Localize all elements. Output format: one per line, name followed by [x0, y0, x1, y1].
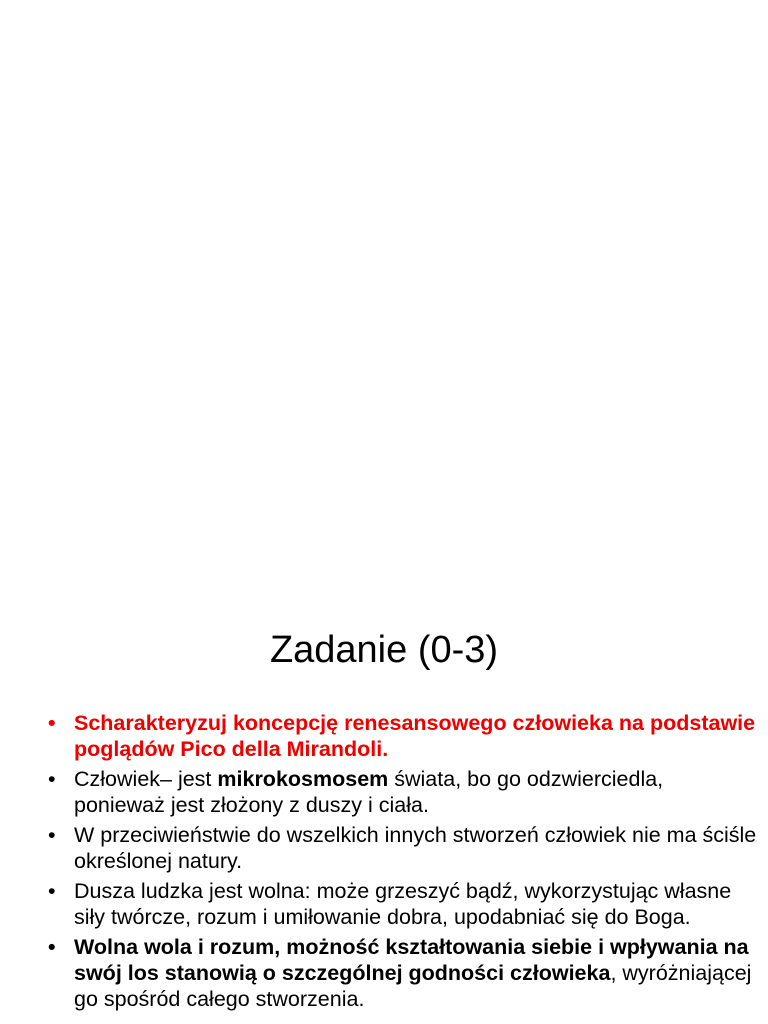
bullet-marker: •	[48, 711, 56, 735]
slide-title: Zadanie (0-3)	[269, 629, 499, 671]
bullet-text-bold: Wolna wola i rozum, możność kształtowania siebie i wpływania na swój los stanowią o szczególnej godności człowieka	[74, 935, 749, 985]
bullet-text-lead: Człowiek– jest	[74, 767, 218, 791]
bullet-list	[48, 710, 758, 1016]
bullet-marker: •	[48, 823, 56, 847]
bullet-text: Dusza ludzka jest wolna: może grzeszyć bądź, wykorzystując własne siły twórcze, rozum i umiłowanie dobra, upodabniać się do Boga.	[74, 879, 732, 929]
bullet-text-tail: świata, bo go odzwierciedla, ponieważ jest złożony z duszy i ciała.	[74, 767, 664, 817]
bullet-text-bold: mikrokosmosem	[217, 767, 389, 791]
bullet-text: Scharakteryzuj koncepcję renesansowego człowieka na podstawie poglądów Pico della Mirandoli.	[74, 711, 756, 761]
bullet-item-task	[48, 710, 758, 762]
bullet-marker: •	[48, 767, 56, 791]
bullet-item-soul	[48, 878, 758, 930]
bullet-text: W przeciwieństwie do wszelkich innych stworzeń człowiek nie ma ściśle określonej natury.	[74, 823, 757, 873]
bullet-marker: •	[48, 935, 56, 959]
bullet-item-free-will	[48, 934, 758, 1012]
bullet-item-microcosm	[48, 766, 758, 818]
bullet-marker: •	[48, 879, 56, 903]
bullet-text-tail: , wyróżniającej go spośród całego stworzenia.	[74, 961, 752, 1011]
bullet-item-nature	[48, 822, 758, 874]
